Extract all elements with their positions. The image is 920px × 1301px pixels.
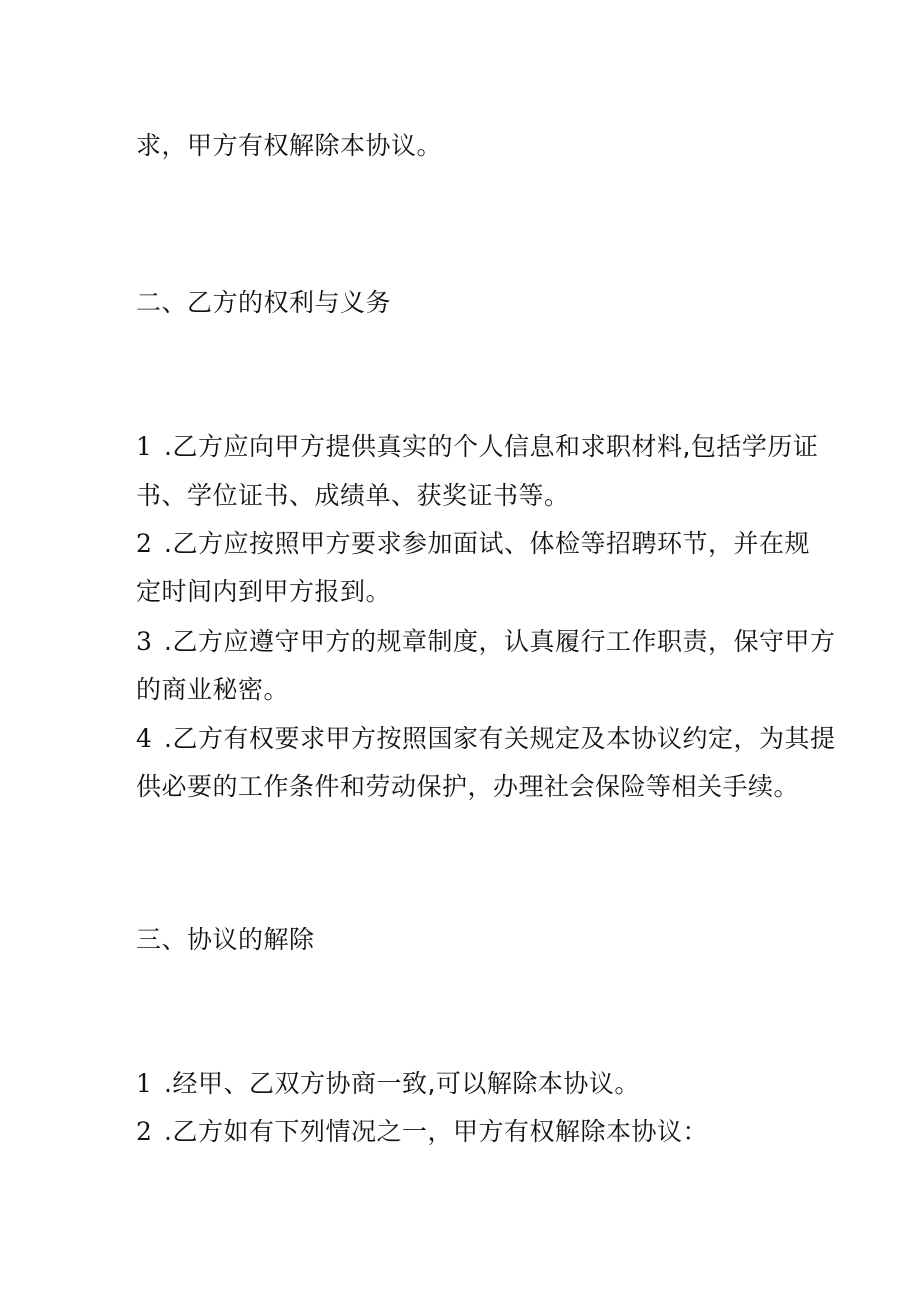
list-item-line: 书、学位证书、成绩单、获奖证书等。 [136, 481, 570, 510]
item-text: .乙方应遵守甲方的规章制度，认真履行工作职责，保守甲方 [164, 627, 836, 656]
list-item-line [136, 724, 835, 754]
item-text: .乙方应按照甲方要求参加面试、体检等招聘环节，并在规 [164, 529, 810, 558]
section-heading-2: 二、乙方的权利与义务 [136, 288, 392, 317]
item-number: 1 [136, 1069, 153, 1098]
item-number: 1 [136, 432, 153, 461]
item-number: 3 [136, 627, 153, 656]
item-text: .经甲、乙双方协商一致,可以解除本协议。 [164, 1069, 640, 1098]
list-item-line: 供必要的工作条件和劳动保护，办理社会保险等相关手续。 [136, 772, 800, 801]
item-text: .乙方有权要求甲方按照国家有关规定及本协议约定，为其提 [164, 724, 836, 753]
item-number: 2 [136, 529, 153, 558]
list-item-line [136, 529, 810, 559]
item-number: 4 [136, 724, 153, 753]
list-item-line: 定时间内到甲方报到。 [136, 577, 392, 606]
list-item-line [136, 432, 818, 462]
list-item-line: 的商业秘密。 [136, 675, 290, 704]
item-text: .乙方如有下列情况之一，甲方有权解除本协议： [164, 1117, 708, 1146]
section-heading-3: 三、协议的解除 [136, 925, 315, 954]
item-number: 2 [136, 1117, 153, 1146]
list-item-line [136, 627, 835, 657]
continuation-text: 求，甲方有权解除本协议。 [136, 131, 443, 160]
list-item-line [136, 1069, 640, 1099]
list-item-line [136, 1117, 708, 1147]
item-text: .乙方应向甲方提供真实的个人信息和求职材料,包括学历证 [164, 432, 819, 461]
